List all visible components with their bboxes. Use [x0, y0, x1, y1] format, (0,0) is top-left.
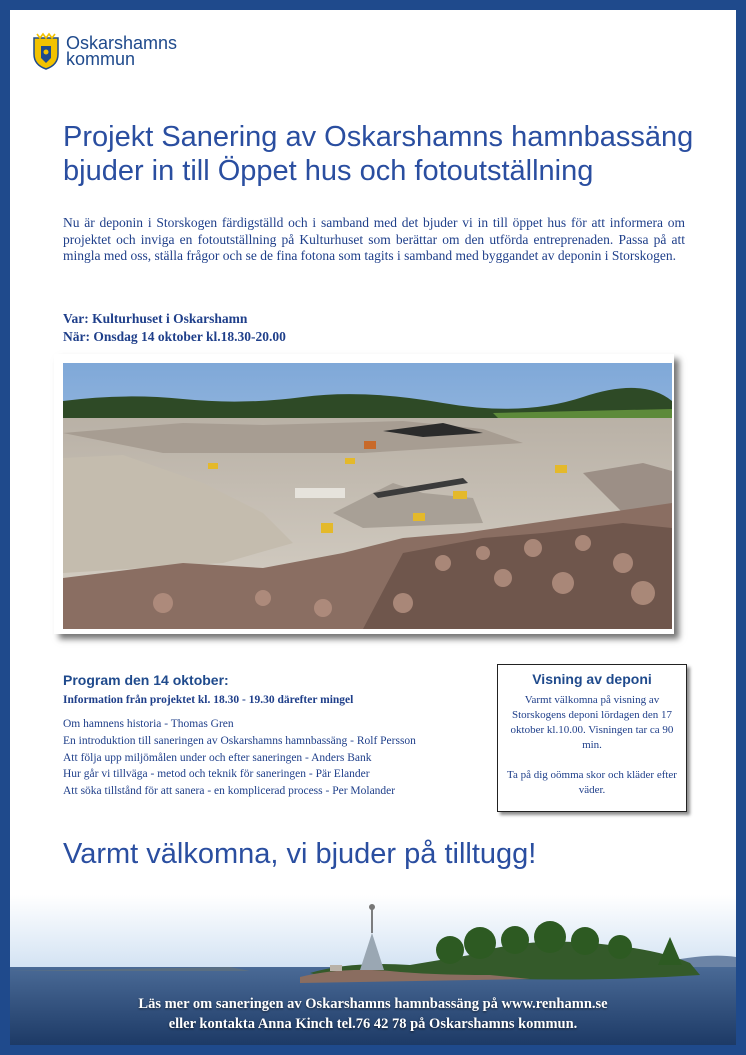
program-subtitle: Information från projektet kl. 18.30 - 19.30 därefter mingel: [63, 694, 354, 706]
intro-paragraph: Nu är deponin i Storskogen färdigställd och i samband med det bjuder vi in till öppet hus för att informera om projektet och inviga en fotoutställning på Kulturhuset som berättar om den utförda entreprenaden. Passa på att mingla med oss, ställa frågor och se de fina fotona som tagits i samband med byggandet av deponin i Storskogen.: [63, 215, 685, 263]
visning-title: Visning av deponi: [532, 671, 652, 687]
coat-of-arms-icon: [32, 32, 60, 70]
footer-line-2: eller kontakta Anna Kinch tel.76 42 78 på Oskarshamns kommun.: [168, 1016, 578, 1032]
event-time: När: Onsdag 14 oktober kl.18.30-20.00: [63, 329, 286, 344]
visning-advice: Ta på dig oömma skor och kläder efter väder.: [507, 769, 677, 796]
municipality-logo[interactable]: [32, 32, 177, 70]
visning-box: [497, 664, 687, 812]
footer-contact: [10, 994, 736, 1034]
program-title: Program den 14 oktober:: [63, 672, 229, 688]
event-location: Var: Kulturhuset i Oskarshamn: [63, 311, 248, 326]
deponi-photo-image: [63, 363, 672, 629]
poster-page: [10, 10, 736, 1045]
quarry-photo: [54, 354, 674, 634]
program-item: Att följa upp miljömålen under och efter saneringen - Anders Bank: [63, 751, 372, 764]
logo-line-2: kommun: [66, 49, 136, 69]
visning-text: Varmt välkomna på visning av Storskogens deponi lördagen den 17 oktober kl.10.00. Visningen tar ca 90 min.: [510, 694, 674, 751]
title-line-1: Projekt Sanering av Oskarshamns hamnbassäng: [63, 121, 694, 153]
event-details: [63, 310, 286, 346]
logo-line-1: Oskarshamns: [66, 33, 178, 53]
program-item: Hur går vi tillväga - metod och teknik för saneringen - Pär Elander: [63, 768, 370, 781]
program-list: [63, 716, 416, 800]
footer-line-1[interactable]: Läs mer om saneringen av Oskarshamns hamnbassäng på www.renhamn.se: [138, 996, 608, 1012]
program-item: Om hamnens historia - Thomas Gren: [63, 718, 234, 730]
program-item: Att söka tillstånd för att sanera - en komplicerad process - Per Molander: [63, 785, 396, 798]
title-line-2: bjuder in till Öppet hus och fotoutställning: [63, 155, 594, 187]
page-title: [63, 120, 703, 188]
welcome-heading: Varmt välkomna, vi bjuder på tilltugg!: [63, 838, 537, 870]
program-item: En introduktion till saneringen av Oskarshamns hamnbassäng - Rolf Persson: [63, 734, 416, 747]
